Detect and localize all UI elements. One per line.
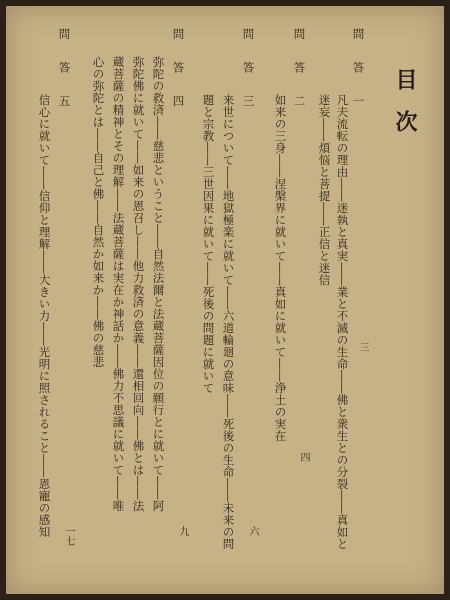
toc-line: 心の弥陀とは――自己と佛――自然か如来か――佛の慈悲 — [91, 56, 106, 368]
toc-line: 凡夫流転の理由――迷執と真実――業と不滅の生命――佛と衆生との分裂――真如と — [335, 94, 350, 550]
book-page — [6, 6, 444, 594]
toc-line: 信心に就いて――信仰と理解――大きい力――光明に照されること――恩寵の感知 — [37, 94, 52, 538]
page-number: 一七 — [63, 526, 74, 546]
toc-line: 如来の三身――涅槃界に就いて――真如に就いて――浄土の実在 — [273, 94, 288, 442]
toc-line: 迷妄――煩悩と菩提――正信と迷信 — [317, 94, 332, 286]
section-heading: 問答三 — [241, 28, 256, 129]
page-number: 四 — [298, 452, 309, 462]
toc-line: 弥陀佛に就いて――如来の恩召し――他力救済の意義――還相回向――佛とは――法 — [131, 56, 146, 512]
toc-line: 弥陀の救済――慈悲ということ――自然法爾と法蔵菩薩因位の願行とに就いて――阿 — [151, 56, 166, 512]
toc-line: 題と宗教――三世因果に就いて――死後の問題に就いて — [201, 94, 216, 394]
page-number: 三 — [357, 342, 368, 352]
page-number: 九 — [177, 526, 188, 536]
section-heading: 問答一 — [351, 28, 366, 129]
toc-line: 蔵菩薩の精神とその理解――法蔵菩薩は実在か神話か――佛力不思議に就いて――唯 — [111, 56, 126, 512]
page-number: 六 — [247, 526, 258, 536]
toc-line: 来世について――地獄極楽に就いて――六道輪廻の意味――死後の生命――未来の問 — [221, 94, 236, 550]
page-title: 目次 — [392, 68, 418, 152]
section-heading: 問答二 — [292, 28, 307, 129]
section-heading: 問答四 — [171, 28, 186, 129]
section-heading: 問答五 — [57, 28, 72, 129]
